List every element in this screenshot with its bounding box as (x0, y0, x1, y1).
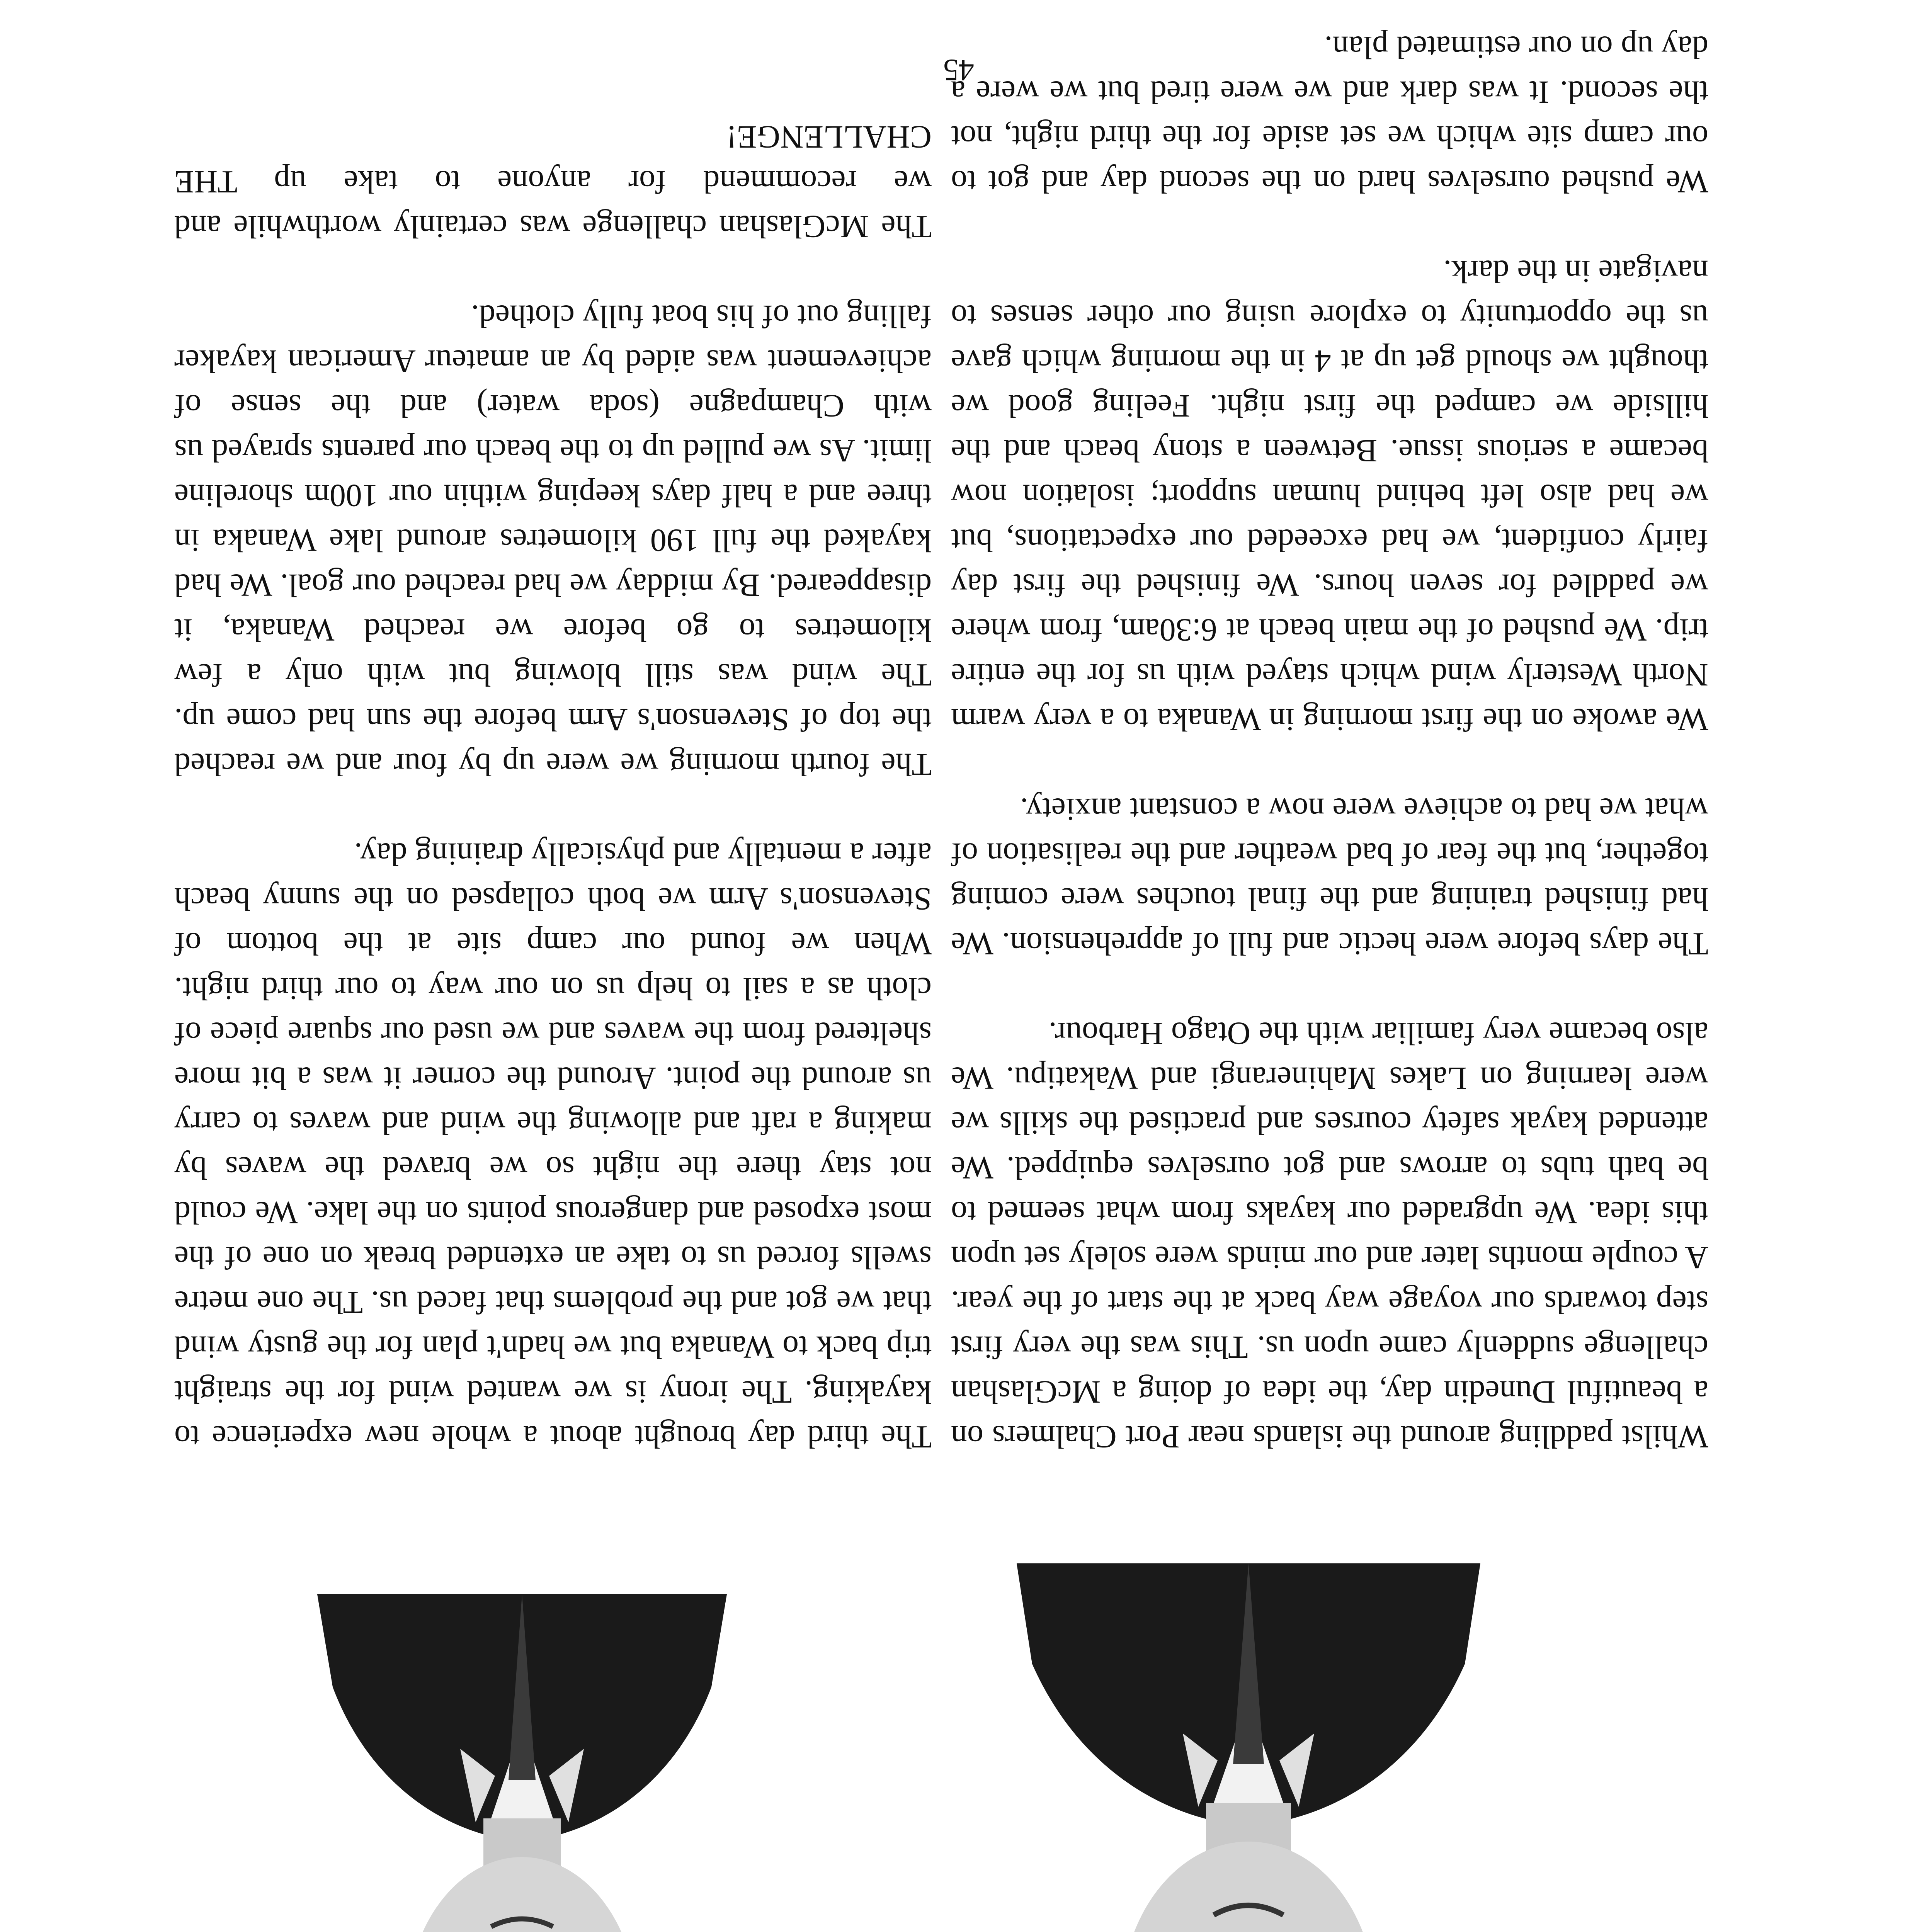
article-paragraph: We pushed ourselves hard on the second day and got to our camp site which we set aside for the third night, not the second. It was dark and we were tired but we were a day up on our estimated plan. (951, 29, 1708, 200)
article-paragraph: The McGlashan challenge was certainly worthwhile and we recommend for anyone to take up THE CHALLENGE! (174, 119, 932, 245)
article-paragraph: The fourth morning we were up by four and we reached the top of Stevenson's Arm before the sun had come up. The wind was still blowing but with only a few kilometres to go before we reached Wanaka, it disappeared. By midday we had reached our goal. We had kayaked the full 190 kilometres around lake Wanaka in three and a half days keeping within our 100m shoreline limit. As we pulled up to the beach our parents sprayed us with Champagne (soda water) and the sense of achievement was aided by an amateur American kayaker falling out of his boat fully clothed. (174, 298, 932, 782)
article-paragraph: We awoke on the first morning in Wanaka to a very warm North Westerly wind which stayed with us for the entire trip. We pushed of the main beach at 6:30am, from where we paddled for seven hours. We finished the first day fairly confident, we had exceeded our expectations, but we had also left behind human support; isolation now became a serious issue. Between a stony beach and the hillside we camped the first night. Feeling good we thought we should get up at 4 in the morning which gave us the opportunity to explore using our other senses to navigate in the dark. (951, 253, 1708, 738)
article-paragraph: Whilst paddling around the islands near Port Chalmers on a beautiful Dunedin day, the idea of doing a McGlashan challenge suddenly came upon us. This was the very first step towards our voyage way back at the start of the year. A couple months later and our minds were solely set upon this idea. We upgraded our kayaks from what seemed to be bath tubs to arrows and got ourselves equipped. We attended kayak safety courses and practised the skills we were learning on Lakes Mahinerangi and Wakatipu. We also became very familiar with the Otago Harbour. (951, 1015, 1708, 1455)
portrait-photo-ian (317, 1594, 727, 1932)
article-paragraph: The days before were hectic and full of apprehension. We had finished training and the final touches were coming together, but the fear of bad weather and the realisation of what we had to achieve were now a constant anxiety. (951, 791, 1708, 962)
page-number: 45 (943, 53, 974, 87)
article-column-left (951, 0, 1708, 1459)
article-paragraph: The third day brought about a whole new experience to kayaking. The irony is we wanted wind for the straight trip back to Wanaka but we hadn't plan for the gusty wind that we got and the problems that faced us. The one metre swells forced us to take an extended break on one of the most exposed and dangerous points on the lake. We could not stay there the night so we braved the waves by making a raft and allowing the wind and waves to carry us around the point. Around the corner it was a bit more sheltered from the waves and we used our square piece of cloth as a sail to help us on our way to our third night. When we found our camp site at the bottom of Stevenson's Arm we both collapsed on the sunny beach after a mentally and physically draining day. (174, 836, 932, 1455)
portrait-photo-jeremy (1017, 1563, 1480, 1932)
article-column-right (174, 70, 932, 1459)
